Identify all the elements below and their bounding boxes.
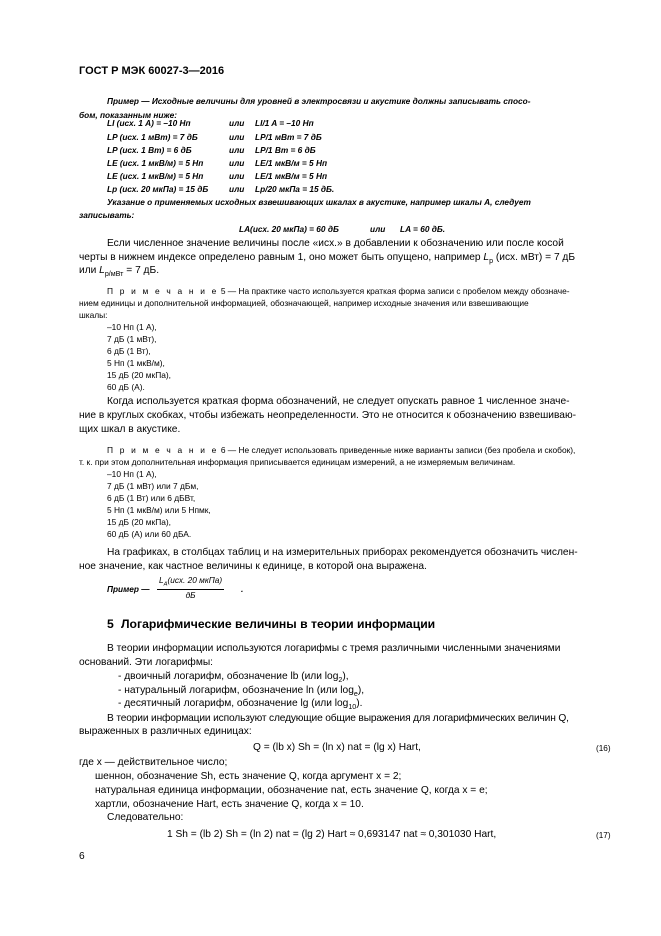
- equation-16-number: (16): [596, 744, 611, 753]
- example2-label: Пример —: [107, 584, 150, 594]
- example-row-or: или: [229, 184, 245, 194]
- fraction-numerator: $L_A(исх$. 20 мкПа): [159, 575, 223, 588]
- list-item: 15 дБ (20 мкПа),: [107, 370, 171, 380]
- example-row-or: или: [229, 158, 245, 168]
- list-item: –10 Нп (1 А),: [107, 469, 157, 479]
- definition-shannon: шеннон, обозначение Sh, есть значение Q, когда аргумент x = 2;: [95, 771, 402, 782]
- where-line: где x — действительное число;: [79, 757, 228, 768]
- example-row-right: LI/1 A = –10 Нп: [255, 118, 314, 128]
- section5-p1-line2: оснований. Эти логарифмы:: [79, 657, 213, 668]
- example-row-left: Lp (исх. 20 мкПа) = 15 дБ: [107, 184, 209, 194]
- section5-p2-line2: выраженных в различных единицах:: [79, 726, 252, 737]
- list-item: –10 Нп (1 А),: [107, 322, 157, 332]
- example-row-left: LE (исх. 1 мкВ/м) = 5 Нп: [107, 158, 204, 168]
- paragraph3-line2: ное значение, как частное величины к единице, в которой она выражена.: [79, 561, 427, 572]
- list-item: - натуральный логарифм, обозначение ln (или $\log_e$),: [118, 685, 365, 699]
- example-row-or: или: [229, 132, 245, 142]
- list-item: 6 дБ (1 Вт) или 6 дБВт,: [107, 493, 196, 503]
- equation-17: 1 Sh = (lb 2) Sh = (ln 2) nat = (lg 2) Hart ≈ 0,693147 nat ≈ 0,301030 Hart,: [167, 829, 497, 840]
- example-row-or: или: [229, 118, 245, 128]
- paragraph2-line1: Когда используется краткая форма обозначений, не следует опускать равное 1 численное значе-: [107, 396, 570, 407]
- section5-p1-line1: В теории информации используются логарифмы с тремя различными численными значениями: [107, 643, 561, 654]
- example-row-left: LI (исх. 1 А) = –10 Нп: [107, 118, 191, 128]
- list-item: - десятичный логарифм, обозначение lg (или $\log_{10}$).: [118, 698, 363, 712]
- list-item: 60 дБ (А) или 60 дБА.: [107, 529, 192, 539]
- fraction-denominator: дБ: [185, 589, 196, 600]
- document-header: ГОСТ Р МЭК 60027-3—2016: [79, 65, 225, 77]
- paragraph1-line3: или $L_{р/мВт} = 7$ дБ.: [79, 265, 160, 279]
- example-row-right: LP/1 мВт = 7 дБ: [255, 132, 322, 142]
- example-row-right: LE/1 мкВ/м = 5 Нп: [255, 171, 328, 181]
- example-row-right: Lp/20 мкПа = 15 дБ.: [255, 184, 335, 194]
- list-item: 6 дБ (1 Вт),: [107, 346, 151, 356]
- example2-tail: .: [241, 584, 244, 594]
- example-row-left: LE (исх. 1 мкВ/м) = 5 Нп: [107, 171, 204, 181]
- note5-line3: шкалы:: [79, 310, 108, 320]
- acoustic-formula-or: или: [370, 224, 386, 234]
- example-row-left: LP (исх. 1 Вт) = 6 дБ: [107, 145, 192, 155]
- equation-17-number: (17): [596, 831, 611, 840]
- example-row-or: или: [229, 145, 245, 155]
- example-intro-line2: бом, показанным ниже:: [79, 110, 177, 120]
- example-row-right: LP/1 Вт = 6 дБ: [255, 145, 316, 155]
- paragraph1-line1: Если численное значение величины после «исх.» в добавлении к обозначению или после косой: [107, 238, 564, 249]
- page-number: 6: [79, 851, 85, 862]
- consequently-line: Следовательно:: [107, 812, 184, 823]
- note6-line1: П р и м е ч а н и е 6 — Не следует использовать приведенные ниже варианты записи (без пробела и скобок),: [107, 445, 576, 455]
- section-title: Логарифмические величины в теории информации: [121, 617, 436, 631]
- section-number: 5: [107, 617, 114, 631]
- example-row-right: LE/1 мкВ/м = 5 Нп: [255, 158, 328, 168]
- paragraph2-line3: щих шкал в акустике.: [79, 424, 181, 435]
- list-item: 5 Нп (1 мкВ/м) или 5 Нпмк,: [107, 505, 211, 515]
- paragraph3-line1: На графиках, в столбцах таблиц и на измерительных приборах рекомендуется обозначить числен-: [107, 547, 578, 558]
- list-item: 7 дБ (1 мВт) или 7 дБм,: [107, 481, 199, 491]
- section5-p2-line1: В теории информации используют следующие общие выражения для логарифмических величин Q,: [107, 713, 569, 724]
- example2-fraction: [157, 575, 224, 600]
- note5-line2: нием единицы и дополнительной информацией, обозначающей, например исходные значения или взвешивающие: [79, 298, 529, 308]
- list-item: 7 дБ (1 мВт),: [107, 334, 157, 344]
- paragraph1-line2: черты в нижнем индексе определено равным 1, оно может быть опущено, например $L_p$ (исх. мВт) = 7 дБ: [79, 252, 576, 266]
- example-row-left: LP (исх. 1 мВт) = 7 дБ: [107, 132, 198, 142]
- example-intro-line1: Пример — Исходные величины для уровней в электросвязи и акустике должны записывать спосо-: [107, 96, 531, 106]
- definition-nat: натуральная единица информации, обозначение nat, есть значение Q, когда x = e;: [95, 785, 488, 796]
- list-item: 60 дБ (А).: [107, 382, 145, 392]
- paragraph2-line2: ние в круглых скобках, чтобы избежать неопределенности. Это не относится к обозначению взвешиваю-: [79, 410, 576, 421]
- acoustic-formula-right: LA = 60 дБ.: [400, 224, 446, 234]
- example-note-line2: записывать:: [79, 210, 135, 220]
- list-item: 5 Нп (1 мкВ/м),: [107, 358, 165, 368]
- definition-hartley: хартли, обозначение Hart, есть значение Q, когда x = 10.: [95, 799, 364, 810]
- equation-16: Q = (lb x) Sh = (ln x) nat = (lg x) Hart,: [253, 742, 421, 753]
- note5-line1: П р и м е ч а н и е 5 — На практике часто используется краткая форма записи с пробелом между обозначе-: [107, 286, 570, 296]
- acoustic-formula-left: LA(исх. 20 мкПа) = 60 дБ: [239, 224, 339, 234]
- example-row-or: или: [229, 171, 245, 181]
- note6-line2: т. к. при этом дополнительная информация приписывается единицам измерений, а не измеряемым величинам.: [79, 457, 516, 467]
- list-item: 15 дБ (20 мкПа),: [107, 517, 171, 527]
- example-note-line1: Указание о применяемых исходных взвешивающих шкалах в акустике, например шкалы А, следует: [107, 197, 531, 207]
- list-item: - двоичный логарифм, обозначение lb (или $\log_2$),: [118, 671, 349, 685]
